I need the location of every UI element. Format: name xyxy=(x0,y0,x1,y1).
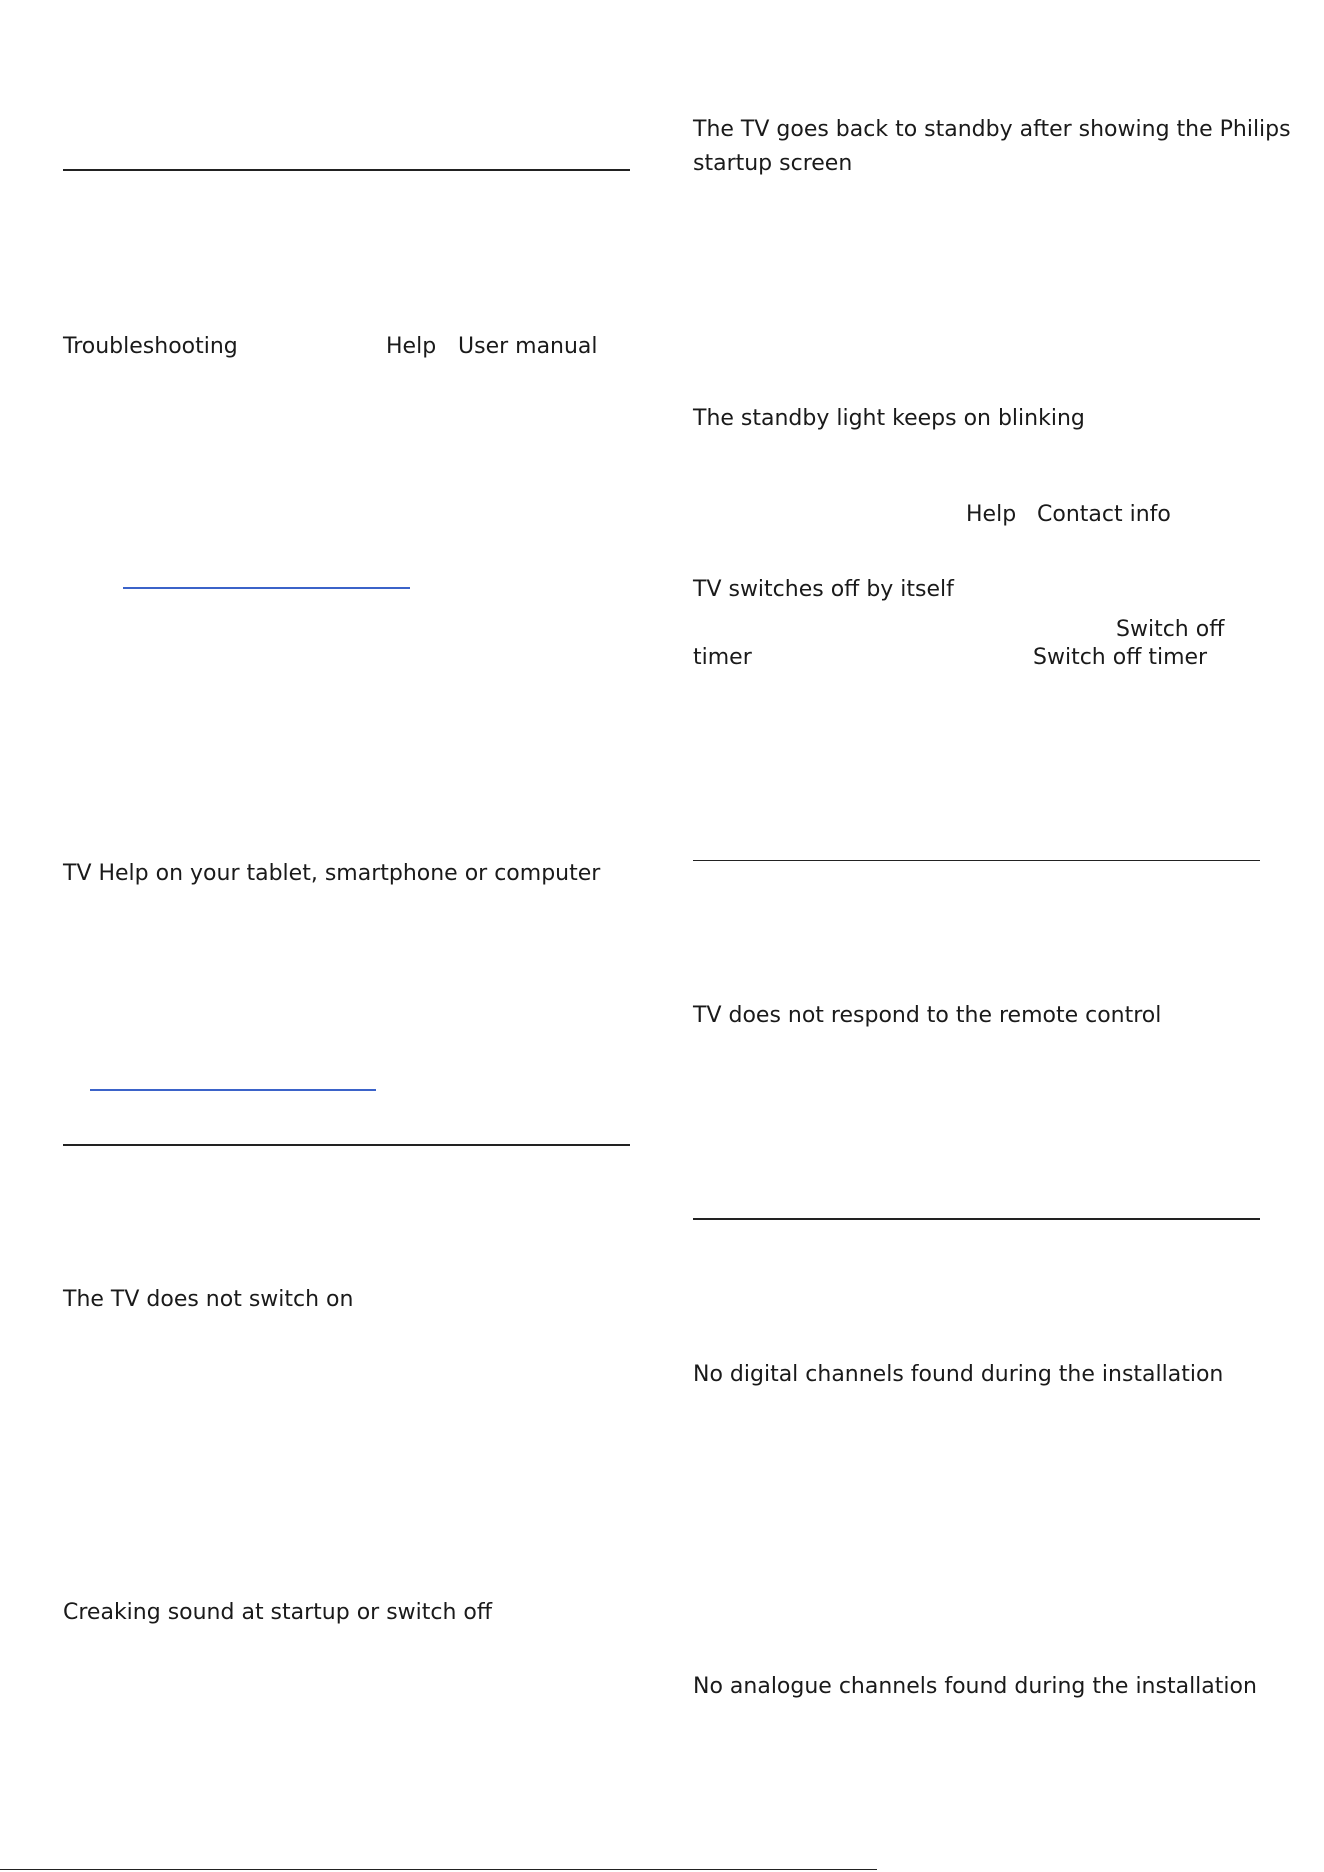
switch-off-timer-label: Switch off timer xyxy=(1033,645,1208,670)
link-underline[interactable] xyxy=(123,587,410,589)
standby-after-startup-heading-line2: startup screen xyxy=(693,151,853,176)
user-manual-label: User manual xyxy=(458,334,598,359)
no-digital-channels-heading: No digital channels found during the installation xyxy=(693,1362,1224,1387)
section-divider xyxy=(63,169,630,171)
switches-off-itself-heading: TV switches off by itself xyxy=(693,577,954,602)
standby-after-startup-heading-line1: The TV goes back to standby after showing the Philips xyxy=(693,117,1291,142)
timer-label: timer xyxy=(693,645,752,670)
creaking-sound-heading: Creaking sound at startup or switch off xyxy=(63,1600,493,1625)
help-label: Help xyxy=(966,502,1017,527)
contact-info-label: Contact info xyxy=(1037,502,1171,527)
no-analogue-channels-heading: No analogue channels found during the installation xyxy=(693,1674,1257,1699)
tv-help-devices-heading: TV Help on your tablet, smartphone or computer xyxy=(63,861,601,886)
page-bottom-divider xyxy=(0,1869,877,1870)
section-divider xyxy=(693,1218,1260,1220)
section-divider xyxy=(693,860,1260,861)
switch-off-label: Switch off xyxy=(1116,617,1225,642)
tv-not-switch-on-heading: The TV does not switch on xyxy=(63,1287,354,1312)
standby-light-blinking-heading: The standby light keeps on blinking xyxy=(693,406,1085,431)
help-label: Help xyxy=(386,334,437,359)
section-divider xyxy=(63,1144,630,1146)
no-remote-response-heading: TV does not respond to the remote control xyxy=(693,1003,1162,1028)
link-underline[interactable] xyxy=(90,1089,376,1091)
troubleshooting-label: Troubleshooting xyxy=(63,334,238,359)
